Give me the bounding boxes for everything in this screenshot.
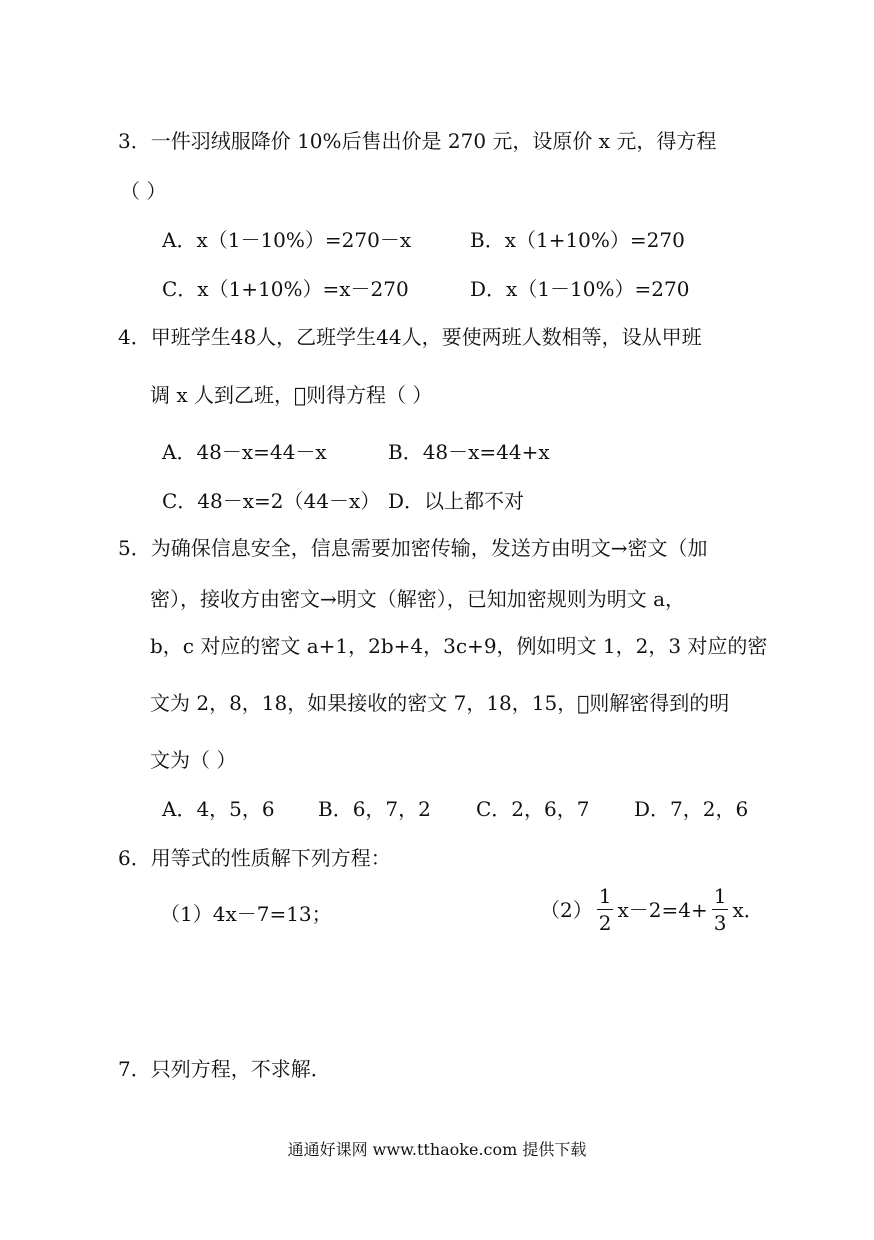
fraction-one-half <box>597 886 614 934</box>
q5-option-c: C．2，6，7 <box>476 797 590 821</box>
q3-stem-line-1: 3．一件羽绒服降价 10%后售出价是 270 元，设原价 x 元，得方程 <box>118 129 717 153</box>
fraction-denominator: 3 <box>713 911 727 935</box>
q3-option-c: C．x（1+10%）=x－270 <box>162 277 409 301</box>
q5-stem-line-5: 文为（ ） <box>150 748 237 772</box>
q3-option-d: D．x（1－10%）=270 <box>470 277 690 301</box>
fraction-denominator: 2 <box>598 911 612 935</box>
q5-option-b: B．6，7，2 <box>318 797 431 821</box>
q5-stem-line-4: 文为 2，8，18，如果接收的密文 7，18，15，􀀁则解密得到的明 <box>150 691 730 715</box>
fraction-numerator: 1 <box>713 884 727 908</box>
q6-part-1-equation: （1）4x－7=13； <box>160 902 332 926</box>
q5-stem-line-1: 5．为确保信息安全，信息需要加密传输，发送方由明文→密文（加 <box>118 536 708 560</box>
q3-option-b: B．x（1+10%）=270 <box>470 228 685 252</box>
q5-option-a: A．4，5，6 <box>162 797 275 821</box>
q5-stem-line-3: b，c 对应的密文 a+1，2b+4，3c+9，例如明文 1，2，3 对应的密 <box>150 634 768 658</box>
q6-part-2-label: （2） <box>540 898 593 922</box>
q3-answer-bracket: （ ） <box>120 179 167 203</box>
q4-option-c: C．48－x=2（44－x） <box>162 489 381 513</box>
q3-option-a: A．x（1－10%）=270－x <box>162 228 412 252</box>
q6-part-2-equation <box>540 886 764 934</box>
q5-stem-line-2: 密），接收方由密文→明文（解密），已知加密规则为明文 a， <box>150 587 686 611</box>
q4-option-b: B．48－x=44+x <box>388 440 550 464</box>
q4-stem-line-2: 调 x 人到乙班，􀀁则得方程（ ） <box>150 383 433 407</box>
q5-option-d: D．7，2，6 <box>634 797 749 821</box>
q6-part-2-middle: x－2=4+ <box>617 898 708 922</box>
q4-option-a: A．48－x=44－x <box>162 440 327 464</box>
fraction-one-third <box>712 886 729 934</box>
q4-option-d: D．以上都不对 <box>388 489 525 513</box>
fraction-numerator: 1 <box>598 884 612 908</box>
q6-stem: 6．用等式的性质解下列方程： <box>118 846 391 870</box>
q7-stem: 7．只列方程，不求解． <box>118 1057 331 1081</box>
q6-part-2-end: x． <box>732 898 764 922</box>
q4-stem-line-1: 4．甲班学生48人，乙班学生44人，要使两班人数相等，设从甲班 <box>118 325 702 349</box>
page-footer: 通通好课网 www.tthaoke.com 提供下载 <box>287 1140 587 1159</box>
